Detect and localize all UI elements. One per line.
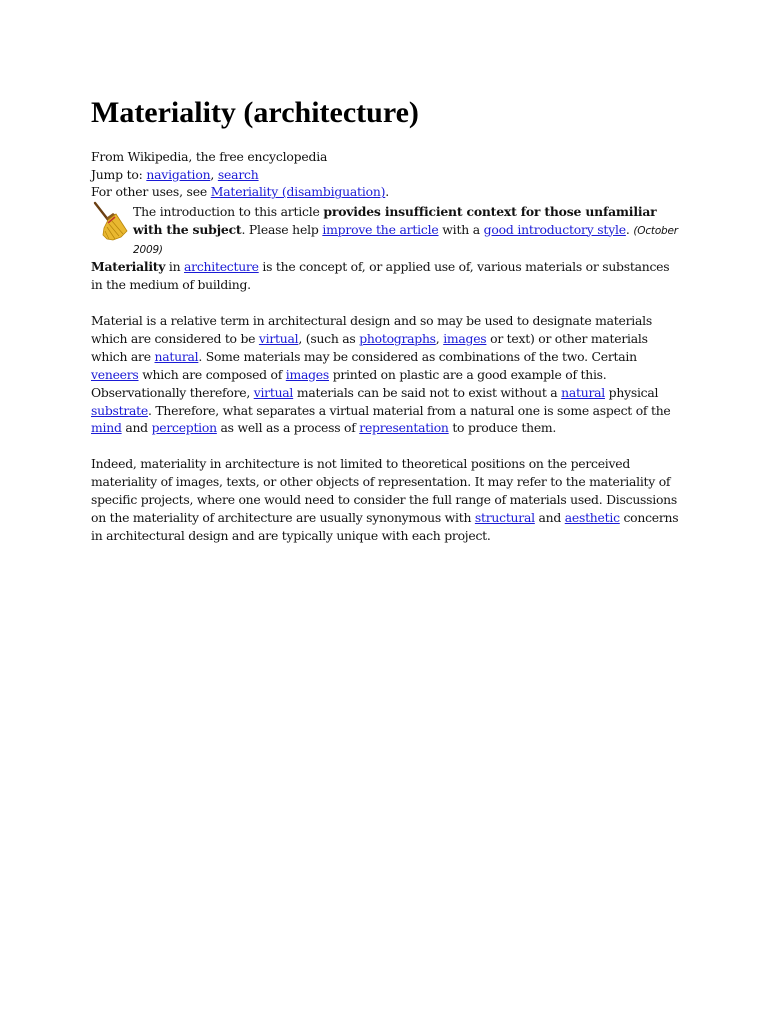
jump-to-line: Jump to: navigation, search — [91, 166, 259, 182]
link-substrate[interactable]: substrate — [91, 402, 148, 418]
link-photographs[interactable]: photographs — [359, 330, 436, 346]
broom-icon — [91, 201, 129, 241]
notice-text: The introduction to this article provides insufficient context for those unfamiliar with the subject. Please help improve the article with a good introductory style. (October 2009) — [133, 204, 678, 257]
jump-navigation-link[interactable]: navigation — [146, 166, 211, 182]
link-mind[interactable]: mind — [91, 420, 122, 436]
link-veneers[interactable]: veneers — [91, 366, 139, 382]
link-natural-2[interactable]: natural — [561, 384, 605, 400]
page-title: Materiality (architecture) — [91, 96, 419, 129]
link-virtual[interactable]: virtual — [258, 330, 299, 346]
link-virtual-2[interactable]: virtual — [253, 384, 294, 400]
link-architecture[interactable]: architecture — [184, 259, 259, 274]
link-natural[interactable]: natural — [154, 348, 199, 364]
term-materiality: Materiality — [91, 259, 166, 274]
paragraph-intro: Materiality in architecture is the concept of, or applied use of, various materials or substances in the medium of building. — [91, 259, 670, 292]
link-perception[interactable]: perception — [151, 420, 217, 436]
notice-date: (October 2009) — [133, 224, 678, 257]
hatnote: For other uses, see Materiality (disambiguation). — [91, 184, 390, 200]
article-meta — [91, 148, 681, 201]
intro-style-link[interactable]: good introductory style — [483, 221, 626, 237]
site-subtitle: From Wikipedia, the free encyclopedia — [91, 149, 328, 164]
notice-emphasis: provides insufficient context for those unfamiliar with the subject — [133, 204, 657, 237]
paragraph-indeed: Indeed, materiality in architecture is not limited to theoretical positions on the perceived materiality of images, texts, or other objects of representation. It may refer to the materiality of specific projects, where one would need to consider the full range of materials used. Discussions on the materiality of architecture are usually synonymous with structural and aesthetic concerns in architectural design and are typically unique with each project. — [91, 456, 679, 543]
link-structural[interactable]: structural — [474, 509, 535, 525]
link-aesthetic[interactable]: aesthetic — [564, 509, 620, 525]
link-images[interactable]: images — [443, 330, 487, 346]
jump-search-link[interactable]: search — [217, 166, 259, 182]
link-images-2[interactable]: images — [285, 366, 330, 382]
link-representation[interactable]: representation — [359, 420, 449, 436]
disambiguation-link[interactable]: Materiality (disambiguation) — [210, 184, 386, 200]
paragraph-material: Material is a relative term in architectural design and so may be used to designate materials which are considered to be virtual, (such as photographs, images or text) or other materials which are natural. Some materials may be considered as combinations of the two. Certain veneers which are composed of images printed on plastic are a good example of this. Observationally therefore, virtual materials can be said not to exist without a natural physical substrate. Therefore, what separates a virtual material from a natural one is some aspect of the mind and perception as well as a process of representation to produce them. — [91, 313, 671, 436]
improve-article-link[interactable]: improve the article — [322, 221, 439, 237]
